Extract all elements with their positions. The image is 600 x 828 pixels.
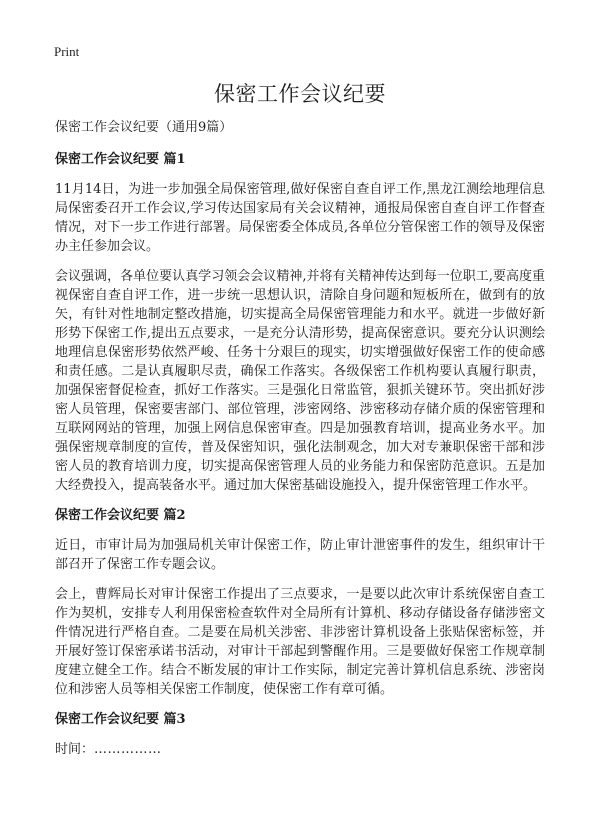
- document-subtitle: 保密工作会议纪要（通用9篇）: [55, 120, 233, 135]
- time-value: ……………: [94, 742, 162, 757]
- section-heading: 保密工作会议纪要 篇3: [55, 712, 186, 727]
- paragraph: 会议强调，各单位要认真学习领会会议精神,并将有关精神传达到每一位职工,要高度重视保密自查自评工作，进一步统一思想认识，清除自身问题和短板所在，做到有的放矢，有针对性地制定整改措施，切实提高全局保密管理能力和水平。就进一步做好新形势下保密工作,提出五点要求，一是充分认清形势，提高保密意识。要充分认识测绘地理信息保密形势依然严峻、任务十分艰巨的现实，切实增强做好保密工作的使命感和责任感。二是认真履职尽责，确保工作落实。各级保密工作机构要认真履行职责，加强保密督促检查，抓好工作落实。三是强化日常监管，狠抓关键环节。突出抓好涉密人员管理，保密要害部门、部位管理，涉密网络、涉密移动存储介质的保密管理和互联网网站的管理，加强上网信息保密审查。四是加强教育培训，提高业务水平。加强保密规章制度的宣传，普及保密知识，强化法制观念，加大对专兼职保密干部和涉密人员的教育培训力度，切实提高保密管理人员的业务能力和保密防范意识。五是加大经费投入，提高装备水平。通过加大保密基础设施投入，提升保密管理工作水平。: [55, 269, 545, 493]
- document-body: [55, 118, 545, 760]
- print-link[interactable]: Print: [54, 44, 80, 59]
- paragraph: 近日，市审计局为加强局机关审计保密工作，防止审计泄密事件的发生，组织审计干部召开了保密工作专题会议。: [55, 538, 545, 572]
- time-row: [55, 740, 545, 760]
- section-heading: 保密工作会议纪要 篇2: [55, 508, 186, 523]
- section-heading: 保密工作会议纪要 篇1: [55, 152, 186, 167]
- paragraph: 会上，曹辉局长对审计保密工作提出了三点要求，一是要以此次审计系统保密自查工作为契机，安排专人利用保密检查软件对全局所有计算机、移动存储设备存储涉密文件情况进行严格自查。二是要在局机关涉密、非涉密计算机设备上张贴保密标签，并开展好签订保密承诺书活动，对审计干部起到警醒作用。三是要做好保密工作规章制度建立健全工作。结合不断发展的审计工作实际，制定完善计算机信息系统、涉密岗位和涉密人员等相关保密工作制度，使保密工作有章可循。: [55, 587, 545, 697]
- paragraph: 11月14日，为进一步加强全局保密管理,做好保密自查自评工作,黑龙江测绘地理信息局保密委召开工作会议,学习传达国家局有关会议精神，通报局保密自查自评工作督查情况，对下一步工作进行部署。局保密委全体成员,各单位分管保密工作的领导及保密办主任参加会议。: [55, 182, 545, 254]
- section-3: [55, 710, 545, 760]
- time-label: 时间：: [55, 742, 95, 757]
- section-2: [55, 506, 545, 699]
- section-1: [55, 150, 545, 495]
- document-title: 保密工作会议纪要: [214, 82, 386, 106]
